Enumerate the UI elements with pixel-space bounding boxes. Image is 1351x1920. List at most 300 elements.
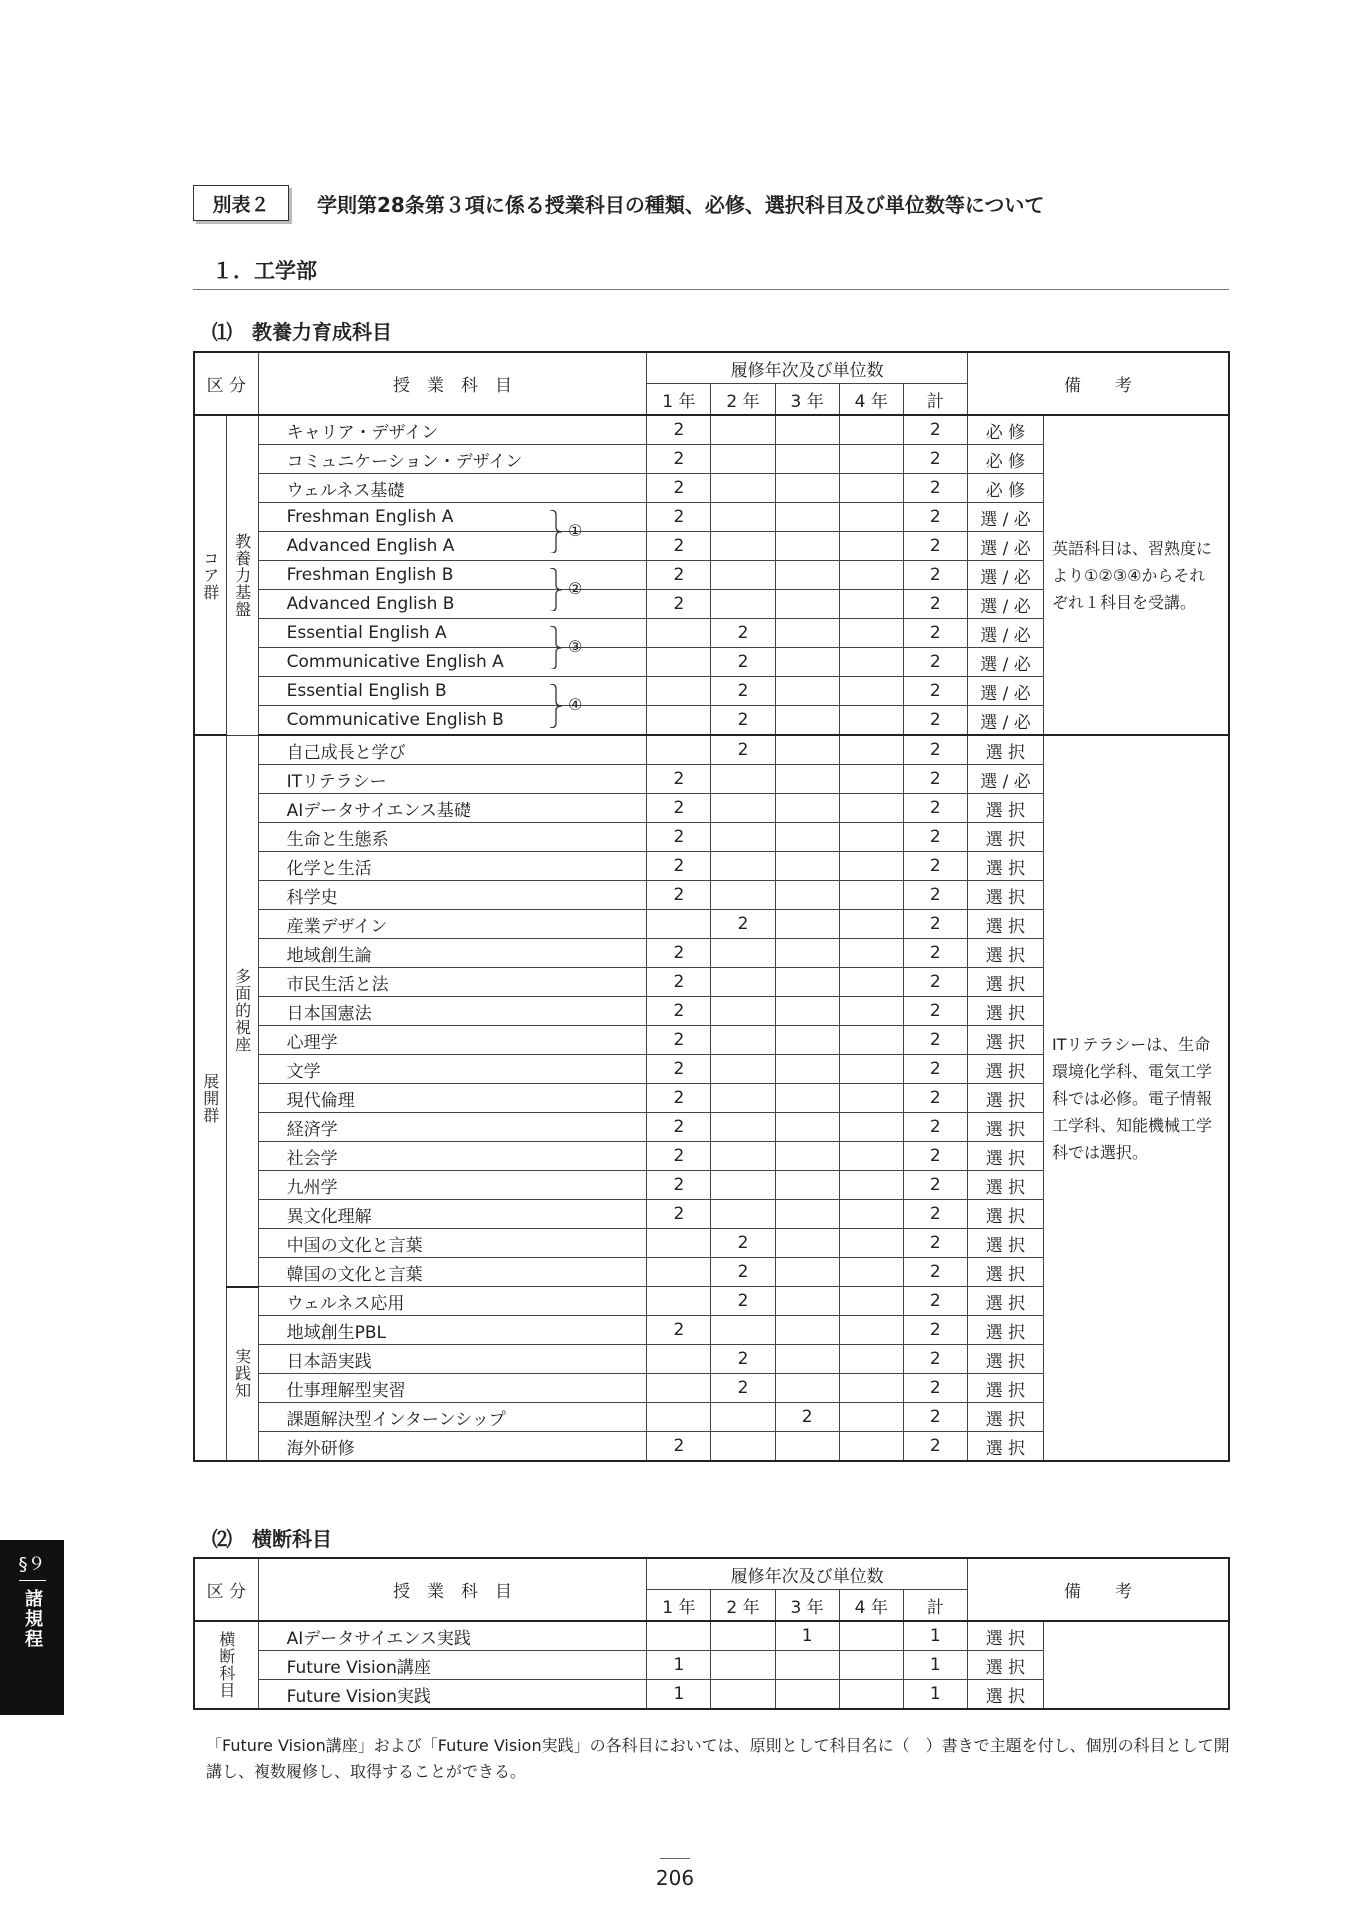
subject-name: 科学史 xyxy=(258,881,647,910)
subject-name: 市民生活と法 xyxy=(258,968,647,997)
requirement-type: 選 択 xyxy=(967,968,1043,997)
total-credits: 2 xyxy=(903,619,967,648)
cross-subject-body xyxy=(194,1621,1229,1709)
credits-y4 xyxy=(839,939,903,968)
credits-y1: 2 xyxy=(647,1026,711,1055)
department-heading: １．工学部 xyxy=(212,259,317,283)
credits-y1: 2 xyxy=(647,765,711,794)
credits-y1: 2 xyxy=(647,1142,711,1171)
requirement-type: 選 択 xyxy=(967,1621,1043,1651)
subject-name: 地域創生PBL xyxy=(258,1316,647,1345)
total-credits: 2 xyxy=(903,881,967,910)
credits-y2 xyxy=(711,1142,775,1171)
credits-y3 xyxy=(775,939,839,968)
credits-y1: 2 xyxy=(647,415,711,445)
side-tab-number: §９ xyxy=(19,1550,46,1581)
subject-name: 社会学 xyxy=(258,1142,647,1171)
years-group-header: 履修年次及び単位数 xyxy=(647,1558,968,1590)
credits-y3 xyxy=(775,1651,839,1680)
credits-y2 xyxy=(711,852,775,881)
cross-group-label: 横断科目 xyxy=(194,1621,258,1709)
credits-y2 xyxy=(711,1403,775,1432)
credits-y3 xyxy=(775,735,839,765)
credits-y1: 2 xyxy=(647,1055,711,1084)
page-number-rule xyxy=(660,1858,690,1859)
credits-y2 xyxy=(711,968,775,997)
requirement-type: 選 択 xyxy=(967,1287,1043,1316)
credits-y4 xyxy=(839,474,903,503)
section-side-tab xyxy=(0,1540,64,1715)
credits-y2 xyxy=(711,590,775,619)
requirement-type: 選 択 xyxy=(967,997,1043,1026)
subject-name: 海外研修 xyxy=(258,1432,647,1462)
total-credits: 1 xyxy=(903,1621,967,1651)
credits-y3 xyxy=(775,1055,839,1084)
subject-header: 授 業 科 目 xyxy=(258,1558,647,1621)
table-row xyxy=(194,1621,1229,1651)
subject-name: Advanced English A xyxy=(258,532,647,561)
heading-rule xyxy=(193,289,1229,290)
credits-y3 xyxy=(775,852,839,881)
liberal-arts-table xyxy=(193,351,1230,1462)
credits-y2: 2 xyxy=(711,1229,775,1258)
subject-name: 異文化理解 xyxy=(258,1200,647,1229)
subject-name: 産業デザイン xyxy=(258,910,647,939)
page-number: 206 xyxy=(655,1866,695,1890)
credits-y4 xyxy=(839,1229,903,1258)
credits-y1: 2 xyxy=(647,881,711,910)
credits-y2 xyxy=(711,415,775,445)
credits-y1: 2 xyxy=(647,997,711,1026)
requirement-type: 選 択 xyxy=(967,1084,1043,1113)
total-credits: 2 xyxy=(903,503,967,532)
requirement-type: 選 択 xyxy=(967,1374,1043,1403)
credits-y3 xyxy=(775,677,839,706)
credits-y4 xyxy=(839,445,903,474)
credits-y3 xyxy=(775,794,839,823)
subject-name: Communicative English B xyxy=(258,706,647,736)
group-number-label: ④ xyxy=(568,694,583,714)
credits-y4 xyxy=(839,765,903,794)
requirement-type: 選 択 xyxy=(967,1229,1043,1258)
credits-y4 xyxy=(839,997,903,1026)
credits-y1: 2 xyxy=(647,1200,711,1229)
requirement-type: 選 択 xyxy=(967,1316,1043,1345)
subject-name: 経済学 xyxy=(258,1113,647,1142)
subject-name: コミュニケーション・デザイン xyxy=(258,445,647,474)
subject-name: Communicative English A xyxy=(258,648,647,677)
total-credits: 1 xyxy=(903,1680,967,1710)
total-credits: 2 xyxy=(903,794,967,823)
credits-y2: 2 xyxy=(711,677,775,706)
credits-y4 xyxy=(839,1171,903,1200)
credits-y2 xyxy=(711,1026,775,1055)
requirement-type: 選 / 必 xyxy=(967,677,1043,706)
credits-y1: 2 xyxy=(647,939,711,968)
credits-y2 xyxy=(711,1055,775,1084)
subject-name: 仕事理解型実習 xyxy=(258,1374,647,1403)
credits-y4 xyxy=(839,1651,903,1680)
liberal-arts-body xyxy=(194,415,1229,1461)
credits-y4 xyxy=(839,1084,903,1113)
section2-title: ⑵ 横断科目 xyxy=(212,1527,332,1551)
brace-icon xyxy=(548,626,564,670)
brace-icon xyxy=(548,684,564,728)
credits-y4 xyxy=(839,561,903,590)
total-credits: 2 xyxy=(903,823,967,852)
total-credits: 2 xyxy=(903,852,967,881)
total-credits: 2 xyxy=(903,939,967,968)
total-credits: 2 xyxy=(903,1026,967,1055)
credits-y4 xyxy=(839,823,903,852)
subject-name: 現代倫理 xyxy=(258,1084,647,1113)
credits-y4 xyxy=(839,590,903,619)
subject-name: ウェルネス応用 xyxy=(258,1287,647,1316)
credits-y2 xyxy=(711,474,775,503)
notes-header: 備 考 xyxy=(967,1558,1229,1621)
requirement-type: 選 択 xyxy=(967,735,1043,765)
credits-y2 xyxy=(711,1651,775,1680)
requirement-type: 選 / 必 xyxy=(967,648,1043,677)
credits-y3 xyxy=(775,1026,839,1055)
credits-y3 xyxy=(775,1229,839,1258)
credits-y3 xyxy=(775,532,839,561)
credits-y2 xyxy=(711,1621,775,1651)
total-credits: 2 xyxy=(903,910,967,939)
dev-sub1-label: 多面的視座 xyxy=(226,735,258,1287)
total-credits: 2 xyxy=(903,1171,967,1200)
credits-y1 xyxy=(647,910,711,939)
total-credits: 2 xyxy=(903,997,967,1026)
credits-y3 xyxy=(775,968,839,997)
requirement-type: 選 / 必 xyxy=(967,590,1043,619)
table-badge: 別表２ xyxy=(193,185,289,221)
credits-y3 xyxy=(775,1142,839,1171)
category-header: 区 分 xyxy=(194,1558,258,1621)
credits-y2: 2 xyxy=(711,1258,775,1287)
subject-name: 自己成長と学び xyxy=(258,735,647,765)
requirement-type: 選 択 xyxy=(967,1651,1043,1680)
credits-y4 xyxy=(839,1258,903,1287)
requirement-type: 選 / 必 xyxy=(967,561,1043,590)
credits-y1: 2 xyxy=(647,1113,711,1142)
side-tab-label: 諸規程 xyxy=(22,1589,43,1649)
subject-name: 日本語実践 xyxy=(258,1345,647,1374)
credits-y4 xyxy=(839,881,903,910)
core-sub-label: 教養力基盤 xyxy=(226,415,258,735)
credits-y1 xyxy=(647,1403,711,1432)
credits-y2 xyxy=(711,503,775,532)
total-credits: 2 xyxy=(903,706,967,736)
cross-note xyxy=(1044,1621,1229,1709)
total-credits: 1 xyxy=(903,1651,967,1680)
credits-y2: 2 xyxy=(711,706,775,736)
credits-y2 xyxy=(711,1680,775,1710)
total-credits: 2 xyxy=(903,1403,967,1432)
subject-name: 心理学 xyxy=(258,1026,647,1055)
subject-name: 日本国憲法 xyxy=(258,997,647,1026)
credits-y1 xyxy=(647,648,711,677)
it-note: ITリテラシーは、生命環境化学科、電気工学科では必修。電子情報工学科、知能機械工学科では選択。 xyxy=(1044,735,1229,1461)
subject-name: Essential English A xyxy=(258,619,647,648)
credits-y1: 2 xyxy=(647,1171,711,1200)
credits-y4 xyxy=(839,503,903,532)
credits-y3 xyxy=(775,1113,839,1142)
page-title: 学則第28条第３項に係る授業科目の種類、必修、選択科目及び単位数等について xyxy=(317,192,1045,217)
subject-name: Advanced English B xyxy=(258,590,647,619)
credits-y4 xyxy=(839,910,903,939)
credits-y4 xyxy=(839,968,903,997)
year2-header: 2 年 xyxy=(711,384,775,416)
dev-sub2-label: 実践知 xyxy=(226,1287,258,1462)
requirement-type: 選 択 xyxy=(967,1055,1043,1084)
subject-name: 九州学 xyxy=(258,1171,647,1200)
requirement-type: 必 修 xyxy=(967,474,1043,503)
credits-y3 xyxy=(775,706,839,736)
requirement-type: 選 / 必 xyxy=(967,706,1043,736)
requirement-type: 選 択 xyxy=(967,939,1043,968)
credits-y3: 2 xyxy=(775,1403,839,1432)
credits-y3 xyxy=(775,1680,839,1710)
credits-y1 xyxy=(647,619,711,648)
subject-name: AIデータサイエンス基礎 xyxy=(258,794,647,823)
requirement-type: 選 択 xyxy=(967,852,1043,881)
subject-name: AIデータサイエンス実践 xyxy=(258,1621,647,1651)
credits-y4 xyxy=(839,532,903,561)
credits-y2: 2 xyxy=(711,1374,775,1403)
credits-y4 xyxy=(839,852,903,881)
subject-name: Future Vision実践 xyxy=(258,1680,647,1710)
credits-y4 xyxy=(839,794,903,823)
category-header: 区 分 xyxy=(194,352,258,415)
requirement-type: 必 修 xyxy=(967,445,1043,474)
group-number-label: ① xyxy=(568,520,583,540)
credits-y3 xyxy=(775,1171,839,1200)
credits-y2 xyxy=(711,939,775,968)
total-credits: 2 xyxy=(903,474,967,503)
credits-y2 xyxy=(711,794,775,823)
credits-y1 xyxy=(647,706,711,736)
credits-y3 xyxy=(775,474,839,503)
total-credits: 2 xyxy=(903,1432,967,1462)
credits-y3 xyxy=(775,823,839,852)
credits-y3 xyxy=(775,590,839,619)
table-row xyxy=(194,415,1229,445)
credits-y4 xyxy=(839,648,903,677)
credits-y4 xyxy=(839,1142,903,1171)
requirement-type: 選 / 必 xyxy=(967,765,1043,794)
credits-y3 xyxy=(775,619,839,648)
total-credits: 2 xyxy=(903,1316,967,1345)
total-credits: 2 xyxy=(903,1142,967,1171)
subject-name: Future Vision講座 xyxy=(258,1651,647,1680)
credits-y2: 2 xyxy=(711,1345,775,1374)
requirement-type: 選 択 xyxy=(967,1142,1043,1171)
credits-y2: 2 xyxy=(711,910,775,939)
credits-y3 xyxy=(775,765,839,794)
credits-y3 xyxy=(775,1316,839,1345)
english-note: 英語科目は、習熟度により①②③④からそれぞれ１科目を受講。 xyxy=(1044,415,1229,735)
credits-y2 xyxy=(711,561,775,590)
brace-icon xyxy=(548,510,564,554)
total-credits: 2 xyxy=(903,1345,967,1374)
total-credits: 2 xyxy=(903,1200,967,1229)
subject-name: Freshman English B xyxy=(258,561,647,590)
core-group-label: コア群 xyxy=(194,415,226,735)
credits-y2 xyxy=(711,1432,775,1462)
requirement-type: 選 択 xyxy=(967,794,1043,823)
subject-name: 文学 xyxy=(258,1055,647,1084)
credits-y3 xyxy=(775,1200,839,1229)
year4-header: 4 年 xyxy=(839,1590,903,1622)
cross-subject-table xyxy=(193,1557,1230,1710)
total-credits: 2 xyxy=(903,735,967,765)
subject-name: 課題解決型インターンシップ xyxy=(258,1403,647,1432)
credits-y2 xyxy=(711,881,775,910)
credits-y4 xyxy=(839,677,903,706)
subject-name: 化学と生活 xyxy=(258,852,647,881)
credits-y4 xyxy=(839,706,903,736)
subject-name: 地域創生論 xyxy=(258,939,647,968)
year3-header: 3 年 xyxy=(775,1590,839,1622)
total-credits: 2 xyxy=(903,1287,967,1316)
credits-y3 xyxy=(775,648,839,677)
requirement-type: 選 択 xyxy=(967,1113,1043,1142)
credits-y1: 2 xyxy=(647,852,711,881)
total-credits: 2 xyxy=(903,561,967,590)
total-credits: 2 xyxy=(903,1113,967,1142)
year1-header: 1 年 xyxy=(647,1590,711,1622)
subject-name: キャリア・デザイン xyxy=(258,415,647,445)
credits-y1: 2 xyxy=(647,1432,711,1462)
subject-name: 韓国の文化と言葉 xyxy=(258,1258,647,1287)
requirement-type: 選 / 必 xyxy=(967,619,1043,648)
total-credits: 2 xyxy=(903,415,967,445)
total-header: 計 xyxy=(903,1590,967,1622)
requirement-type: 選 択 xyxy=(967,1171,1043,1200)
credits-y2 xyxy=(711,997,775,1026)
credits-y3 xyxy=(775,1374,839,1403)
total-credits: 2 xyxy=(903,590,967,619)
credits-y2: 2 xyxy=(711,735,775,765)
credits-y4 xyxy=(839,1432,903,1462)
credits-y1 xyxy=(647,1621,711,1651)
requirement-type: 選 択 xyxy=(967,1432,1043,1462)
subject-header: 授 業 科 目 xyxy=(258,352,647,415)
credits-y4 xyxy=(839,735,903,765)
credits-y2 xyxy=(711,1113,775,1142)
credits-y2 xyxy=(711,532,775,561)
credits-y2 xyxy=(711,1316,775,1345)
requirement-type: 必 修 xyxy=(967,415,1043,445)
credits-y1 xyxy=(647,735,711,765)
subject-name: ウェルネス基礎 xyxy=(258,474,647,503)
credits-y4 xyxy=(839,1680,903,1710)
credits-y2 xyxy=(711,1200,775,1229)
group-number-label: ② xyxy=(568,578,583,598)
credits-y4 xyxy=(839,1621,903,1651)
year3-header: 3 年 xyxy=(775,384,839,416)
year1-header: 1 年 xyxy=(647,384,711,416)
credits-y4 xyxy=(839,1403,903,1432)
total-credits: 2 xyxy=(903,1055,967,1084)
group-number-label: ③ xyxy=(568,636,583,656)
total-credits: 2 xyxy=(903,677,967,706)
credits-y1 xyxy=(647,1258,711,1287)
credits-y4 xyxy=(839,1026,903,1055)
dev-group-label: 展開群 xyxy=(194,735,226,1461)
credits-y4 xyxy=(839,1287,903,1316)
credits-y1 xyxy=(647,677,711,706)
credits-y1: 2 xyxy=(647,794,711,823)
credits-y1: 2 xyxy=(647,968,711,997)
credits-y1: 2 xyxy=(647,1316,711,1345)
credits-y1: 2 xyxy=(647,445,711,474)
credits-y2: 2 xyxy=(711,619,775,648)
credits-y4 xyxy=(839,415,903,445)
credits-y3 xyxy=(775,881,839,910)
notes-header: 備 考 xyxy=(967,352,1229,415)
total-credits: 2 xyxy=(903,1229,967,1258)
credits-y3: 1 xyxy=(775,1621,839,1651)
credits-y1: 2 xyxy=(647,1084,711,1113)
table-row xyxy=(194,735,1229,765)
total-credits: 2 xyxy=(903,648,967,677)
credits-y2 xyxy=(711,445,775,474)
credits-y1: 1 xyxy=(647,1651,711,1680)
subject-name: Essential English B xyxy=(258,677,647,706)
credits-y4 xyxy=(839,1345,903,1374)
requirement-type: 選 択 xyxy=(967,1345,1043,1374)
total-credits: 2 xyxy=(903,765,967,794)
requirement-type: 選 択 xyxy=(967,910,1043,939)
credits-y3 xyxy=(775,910,839,939)
credits-y1 xyxy=(647,1374,711,1403)
credits-y2 xyxy=(711,1084,775,1113)
credits-y1 xyxy=(647,1229,711,1258)
credits-y4 xyxy=(839,1316,903,1345)
credits-y1: 2 xyxy=(647,503,711,532)
credits-y3 xyxy=(775,997,839,1026)
requirement-type: 選 択 xyxy=(967,1258,1043,1287)
subject-name: 中国の文化と言葉 xyxy=(258,1229,647,1258)
credits-y3 xyxy=(775,1084,839,1113)
credits-y4 xyxy=(839,1113,903,1142)
requirement-type: 選 択 xyxy=(967,1200,1043,1229)
credits-y2 xyxy=(711,823,775,852)
credits-y3 xyxy=(775,445,839,474)
credits-y3 xyxy=(775,1287,839,1316)
credits-y2: 2 xyxy=(711,1287,775,1316)
total-credits: 2 xyxy=(903,1374,967,1403)
credits-y3 xyxy=(775,415,839,445)
brace-icon xyxy=(548,568,564,612)
credits-y4 xyxy=(839,1055,903,1084)
credits-y3 xyxy=(775,1258,839,1287)
subject-name: Freshman English A xyxy=(258,503,647,532)
total-credits: 2 xyxy=(903,532,967,561)
section1-title: ⑴ 教養力育成科目 xyxy=(212,320,392,344)
credits-y4 xyxy=(839,619,903,648)
requirement-type: 選 / 必 xyxy=(967,503,1043,532)
total-credits: 2 xyxy=(903,1084,967,1113)
credits-y1: 2 xyxy=(647,561,711,590)
credits-y1: 2 xyxy=(647,532,711,561)
footnote: 「Future Vision講座」および「Future Vision実践」の各科目においては、原則として科目名に（ ）書きで主題を付し、個別の科目として開講し、複数履修し、取得することができる。 xyxy=(206,1736,1230,1781)
requirement-type: 選 / 必 xyxy=(967,532,1043,561)
credits-y4 xyxy=(839,1374,903,1403)
requirement-type: 選 択 xyxy=(967,1403,1043,1432)
